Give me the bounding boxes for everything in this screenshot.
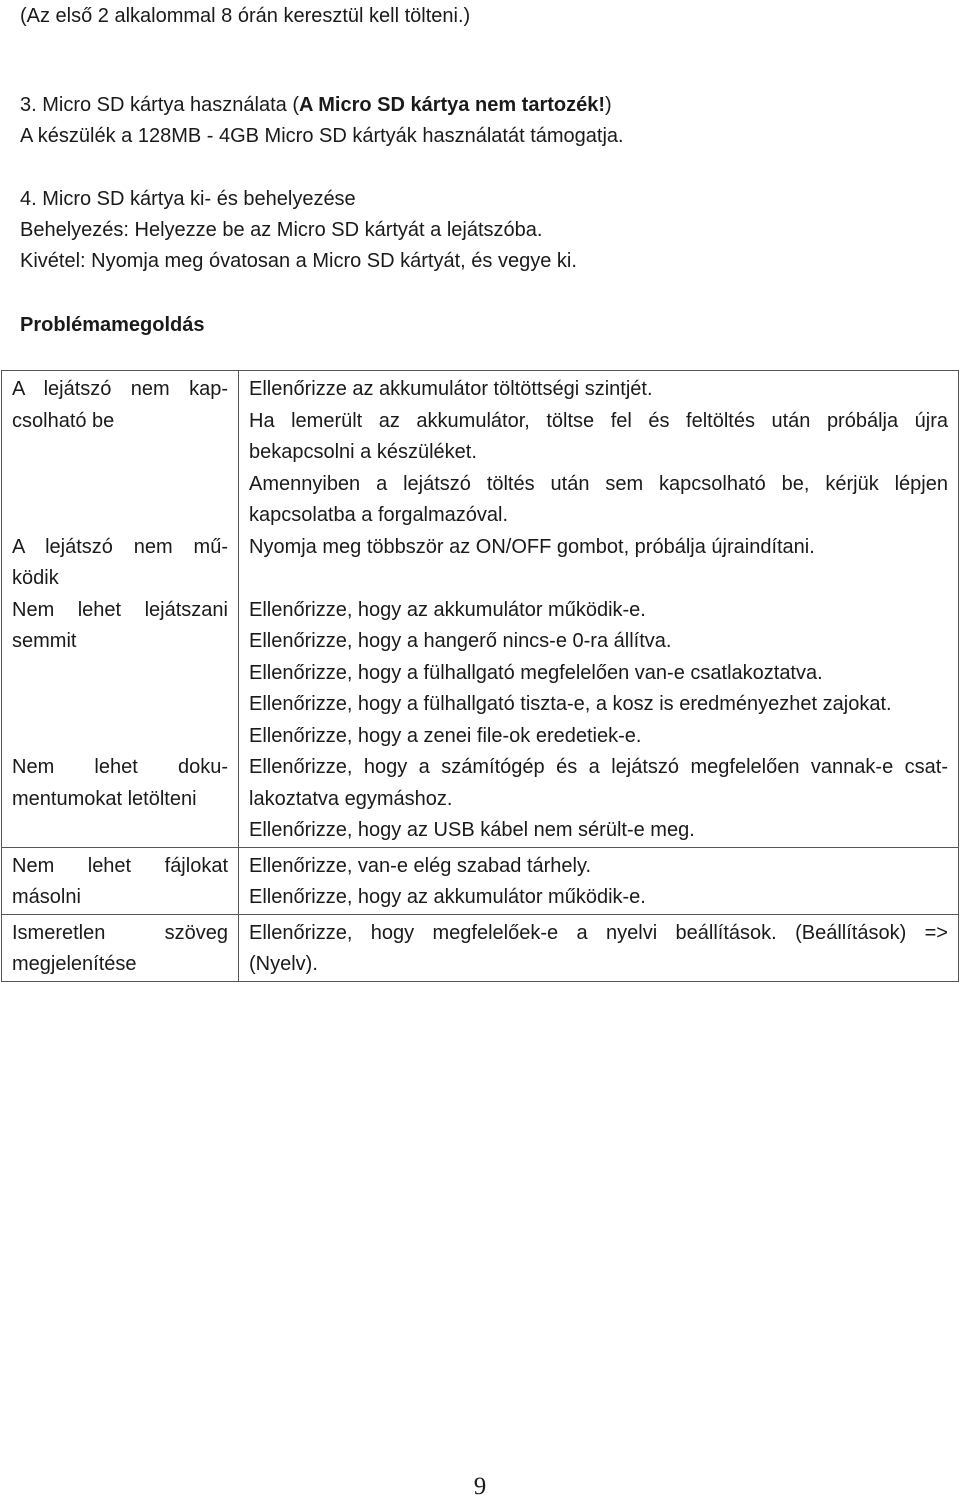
solution-line: Ellenőrizze, hogy megfelelőek-e a nyelvi beállítások. (Beállítások) => <box>249 921 948 944</box>
problem-text: ködik <box>12 567 59 589</box>
solution-line: Ha lemerült az akkumulátor, töltse fel és feltöltés után próbálja újra <box>249 409 948 432</box>
solution-cell <box>239 847 959 914</box>
problem-cell <box>2 914 239 981</box>
solution-cell <box>239 371 959 848</box>
solution-line: (Nyelv). <box>249 953 318 975</box>
charge-note <box>20 1 940 32</box>
solution-line: Ellenőrizze, hogy a fülhallgató tiszta-e, a kosz is eredményezhet zajokat. <box>249 693 892 715</box>
troubleshooting-heading: Problémamegoldás <box>20 314 205 336</box>
table-row <box>2 371 959 848</box>
charge-note-text: (Az első 2 alkalommal 8 órán keresztül kell tölteni.) <box>20 5 471 27</box>
problem-text: megjelenítése <box>12 953 137 975</box>
solution-line: kapcsolatba a forgalmazóval. <box>249 504 509 526</box>
sd-insert-section <box>20 184 940 277</box>
sd-remove-instruction: Kivétel: Nyomja meg óvatosan a Micro SD kártyát, és vegye ki. <box>20 250 577 272</box>
problem-text: másolni <box>12 886 81 908</box>
solution-line: bekapcsolni a készüléket. <box>249 441 477 463</box>
solution-line: lakoztatva egymáshoz. <box>249 787 453 810</box>
problem-cell <box>2 847 239 914</box>
solution-line: Ellenőrizze, hogy a hangerő nincs-e 0-ra állítva. <box>249 630 672 652</box>
problem-text: Nem lehet doku- <box>12 756 228 778</box>
sd-usage-bold-note: A Micro SD kártya nem tartozék! <box>299 94 606 116</box>
solution-line: Ellenőrizze az akkumulátor töltöttségi szintjét. <box>249 378 653 400</box>
problem-text: Ismeretlen szöveg <box>12 921 228 944</box>
sd-insert-instruction: Behelyezés: Helyezze be az Micro SD kártyát a lejátszóba. <box>20 219 543 241</box>
problem-text: Nem lehet fájlokat <box>12 854 228 877</box>
sd-usage-title <box>20 90 940 121</box>
table-row <box>2 847 959 914</box>
sd-usage-suffix: ) <box>605 94 612 116</box>
problem-text: A lejátszó nem kap- <box>12 378 228 400</box>
page-number: 9 <box>473 1473 487 1500</box>
sd-insert-title: 4. Micro SD kártya ki- és behelyezése <box>20 188 356 210</box>
table-row <box>2 914 959 981</box>
solution-line: Ellenőrizze, van-e elég szabad tárhely. <box>249 854 592 877</box>
problem-text: mentumokat letölteni <box>12 787 197 810</box>
solution-line: Ellenőrizze, hogy a zenei file-ok eredetiek-e. <box>249 724 642 747</box>
problem-text: A lejátszó nem mű- <box>12 535 228 558</box>
solution-line: Ellenőrizze, hogy az akkumulátor működik-e. <box>249 886 646 908</box>
problem-text: Nem lehet lejátszani <box>12 598 228 621</box>
solution-line: Ellenőrizze, hogy az USB kábel nem sérült-e meg. <box>249 819 695 841</box>
problem-cell <box>2 371 239 848</box>
problem-text: semmit <box>12 630 77 652</box>
solution-line: Nyomja meg többször az ON/OFF gombot, próbálja újraindítani. <box>249 535 815 558</box>
solution-line: Amennyiben a lejátszó töltés után sem kapcsolható be, kérjük lépjen <box>249 472 948 495</box>
solution-line: Ellenőrizze, hogy az akkumulátor működik-e. <box>249 598 646 621</box>
solution-cell <box>239 914 959 981</box>
solution-line: Ellenőrizze, hogy a fülhallgató megfelelően van-e csatlakoztatva. <box>249 661 823 684</box>
sd-usage-support: A készülék a 128MB - 4GB Micro SD kártyák használatát támogatja. <box>20 125 624 147</box>
sd-usage-prefix: 3. Micro SD kártya használata ( <box>20 94 299 116</box>
solution-line: Ellenőrizze, hogy a számítógép és a lejátszó megfelelően vannak-e csat- <box>249 756 948 778</box>
problem-text: csolható be <box>12 409 115 432</box>
troubleshooting-table <box>1 370 959 982</box>
sd-usage-section <box>20 90 940 152</box>
